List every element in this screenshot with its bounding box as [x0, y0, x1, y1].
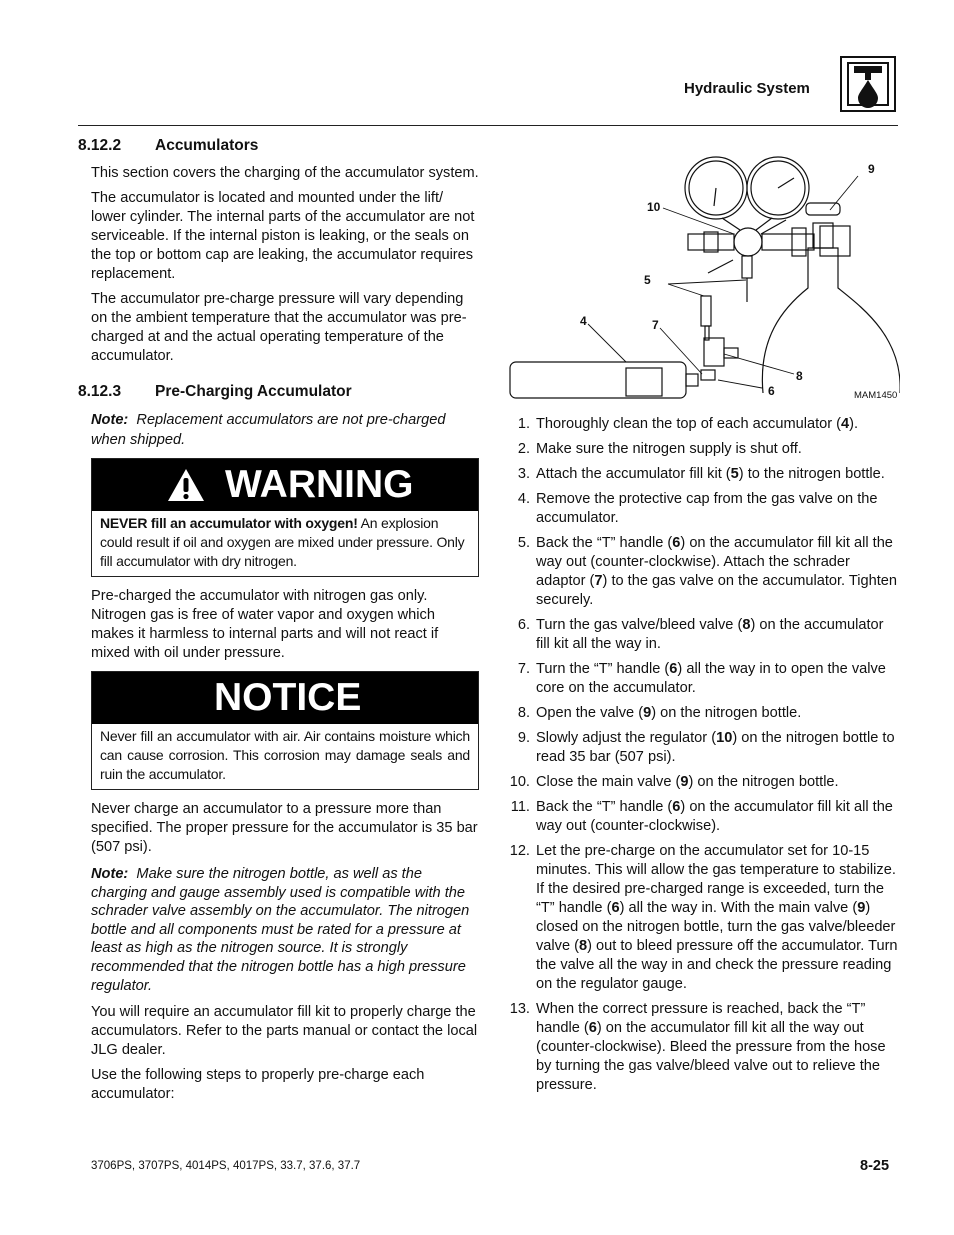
step-ref-number: 6: [672, 535, 681, 551]
section-heading-pre-charging: [78, 382, 479, 401]
hydraulic-system-icon: [840, 56, 896, 112]
step-item: [508, 415, 900, 434]
warning-title: WARNING: [225, 463, 414, 506]
step-text: ) on the accumulator fill kit all the way out (counter-clockwise). Attach the schrader adaptor (: [536, 535, 893, 589]
note-label: Note:: [91, 866, 129, 882]
step-ref-number: 9: [643, 705, 652, 721]
callout-10: 10: [647, 200, 661, 214]
step-text: ) closed on the nitrogen bottle, turn the gas valve/bleeder valve (: [536, 900, 896, 954]
note-label: Note:: [91, 412, 129, 428]
paragraph: You will require an accumulator fill kit to properly charge the accumulators. Refer to the parts manual or contact the local JLG dealer.: [91, 1004, 478, 1059]
paragraph: Never charge an accumulator to a pressure more than specified. The proper pressure for the accumulator is 35 bar (507 psi).: [91, 801, 478, 855]
step-text: ) to the gas valve on the accumulator. Tighten securely.: [536, 573, 898, 608]
step-text: Thoroughly clean the top of each accumulator (: [536, 416, 842, 432]
step-ref-number: 6: [672, 799, 681, 815]
step-ref-number: 6: [669, 661, 678, 677]
paragraph: This section covers the charging of the accumulator system.: [91, 165, 479, 181]
step-text: Turn the gas valve/bleed valve (: [536, 617, 743, 633]
step-text: ) on the accumulator fill kit all the way out (counter-clockwise).: [536, 799, 893, 834]
section-number: 8.12.3: [78, 383, 122, 400]
step-item: [508, 798, 900, 836]
step-number: 12.: [509, 843, 530, 859]
step-ref-number: 6: [611, 900, 620, 916]
step-number: 6.: [517, 617, 530, 633]
step-number: 13.: [509, 1001, 530, 1017]
callout-9: 9: [868, 162, 875, 176]
header-rule: [78, 125, 898, 126]
step-text: ) on the accumulator fill kit all the way out (counter-clockwise). Bleed the pressure from the hose by turning the gas valve/bleed valve out to relieve the pressure.: [536, 1020, 886, 1093]
step-item: [508, 660, 900, 698]
step-text: ) on the nitrogen bottle.: [688, 774, 839, 790]
page-number: 8-25: [860, 1158, 890, 1174]
section-title: Accumulators: [155, 137, 259, 154]
step-ref-number: 7: [594, 573, 603, 589]
step-item: [508, 842, 900, 994]
section-title: Pre-Charging Accumulator: [155, 383, 352, 400]
step-number: 4.: [517, 491, 530, 507]
step-ref-number: 4: [841, 416, 850, 432]
step-ref-number: 9: [680, 774, 689, 790]
paragraph: The accumulator pre-charge pressure will vary depending on the ambient temperature that the accumulator was pre-charged at and the actual operating temperature of the accumulator.: [91, 291, 467, 364]
warning-bold-text: NEVER fill an accumulator with oxygen!: [100, 515, 358, 531]
callout-5: 5: [644, 273, 651, 287]
step-text: Back the “T” handle (: [536, 799, 673, 815]
note-compatibility: [91, 865, 479, 995]
step-item: [508, 534, 900, 610]
step-number: 7.: [517, 661, 530, 677]
step-item: [508, 465, 900, 484]
left-column: [78, 136, 479, 1110]
note-replacement: [91, 410, 479, 450]
paragraph: Pre-charged the accumulator with nitrogen gas only. Nitrogen gas is free of water vapor and oxygen which makes it harmless to internal parts and will not react if mixed with oil under pressure.: [91, 588, 439, 661]
step-item: [508, 440, 900, 459]
step-number: 1.: [517, 416, 530, 432]
paragraph: The accumulator is located and mounted under the lift/ lower cylinder. The internal parts of the accumulator are not serviceable. If the internal piston is leaking, or the seals on the top or bottom cap are leaking, the accumulator requires replacement.: [91, 190, 475, 282]
warning-banner: [92, 459, 478, 511]
note-text: Replacement accumulators are not pre-charged when shipped.: [91, 412, 446, 448]
warning-text: An explosion could result if oil and oxygen are mixed under pressure. Only fill accumulator with dry nitrogen.: [100, 515, 465, 569]
step-text: ) all the way in. With the main valve (: [619, 900, 858, 916]
accumulator-charging-diagram: [508, 148, 900, 408]
step-ref-number: 9: [857, 900, 866, 916]
step-text: Turn the “T” handle (: [536, 661, 670, 677]
step-item: [508, 490, 900, 528]
step-ref-number: 6: [588, 1020, 597, 1036]
step-text: ) on the nitrogen bottle to read 35 bar (507 psi).: [536, 730, 895, 765]
callout-7: 7: [652, 318, 659, 332]
notice-box: [91, 671, 479, 790]
step-number: 5.: [517, 535, 530, 551]
section-heading-accumulators: [78, 136, 479, 155]
right-column: [508, 415, 900, 1101]
step-number: 10.: [509, 774, 530, 790]
step-item: [508, 616, 900, 654]
step-number: 8.: [517, 705, 530, 721]
step-text: Back the “T” handle (: [536, 535, 673, 551]
charging-kit-illustration: [508, 148, 900, 408]
warning-body: [92, 511, 478, 576]
step-text: Slowly adjust the regulator (: [536, 730, 717, 746]
step-text: Close the main valve (: [536, 774, 681, 790]
callout-4: 4: [580, 314, 587, 328]
step-text: ) on the nitrogen bottle.: [651, 705, 802, 721]
step-number: 11.: [510, 799, 530, 815]
step-ref-number: 8: [742, 617, 751, 633]
note-text: Make sure the nitrogen bottle, as well as the charging and gauge assembly used is compatible with the schrader valve assembly on the accumulator. The nitrogen bottle and all components must be rated for a pressure at least as high as the nitrogen source. It is strongly recommended that the nitrogen bottle has a high pressure regulator.: [91, 866, 470, 994]
step-text: ) out to bleed pressure off the accumulator. Turn the valve all the way in and check the pressure reading on the regulator gauge.: [536, 938, 898, 992]
step-number: 2.: [517, 441, 530, 457]
step-text: Open the valve (: [536, 705, 644, 721]
steps-list: [508, 415, 900, 1095]
notice-title: NOTICE: [214, 676, 362, 719]
warning-box: [91, 458, 479, 577]
step-item: [508, 704, 900, 723]
notice-body: Never fill an accumulator with air. Air contains moisture which can cause corrosion. This corrosion may damage seals and ruin the accumulator.: [100, 728, 470, 782]
step-text: ) to the nitrogen bottle.: [738, 466, 885, 482]
step-text: ).: [849, 416, 859, 432]
step-item: [508, 773, 900, 792]
step-text: Attach the accumulator fill kit (: [536, 466, 731, 482]
step-text: ) on the accumulator fill kit all the way in.: [536, 617, 884, 652]
step-number: 9.: [517, 730, 530, 746]
callout-8: 8: [796, 369, 803, 383]
step-number: 3.: [517, 466, 530, 482]
step-text: ) all the way in to open the valve core on the accumulator.: [536, 661, 886, 696]
step-ref-number: 10: [716, 730, 733, 746]
step-text: Make sure the nitrogen supply is shut off.: [536, 441, 802, 457]
notice-banner: [92, 672, 478, 724]
step-text: Remove the protective cap from the gas valve on the accumulator.: [536, 491, 878, 526]
footer-models: 3706PS, 3707PS, 4014PS, 4017PS, 33.7, 37.6, 37.7: [91, 1160, 361, 1172]
step-ref-number: 5: [730, 466, 739, 482]
step-ref-number: 8: [578, 938, 588, 954]
step-item: [508, 1000, 900, 1095]
header-title: Hydraulic System: [684, 80, 810, 97]
step-text: Let the pre-charge on the accumulator set for 10-15 minutes. This will allow the gas temperature to stabilize. If the desired pre-charged range is exceeded, turn the “T” handle (: [536, 843, 896, 916]
figure-id: MAM1450: [854, 390, 898, 401]
warning-triangle-icon: [166, 467, 206, 503]
step-text: When the correct pressure is reached, back the “T” handle (: [536, 1001, 866, 1036]
paragraph: Use the following steps to properly pre-charge each accumulator:: [91, 1067, 425, 1103]
callout-6: 6: [768, 384, 775, 398]
step-item: [508, 729, 900, 767]
section-number: 8.12.2: [78, 137, 122, 154]
